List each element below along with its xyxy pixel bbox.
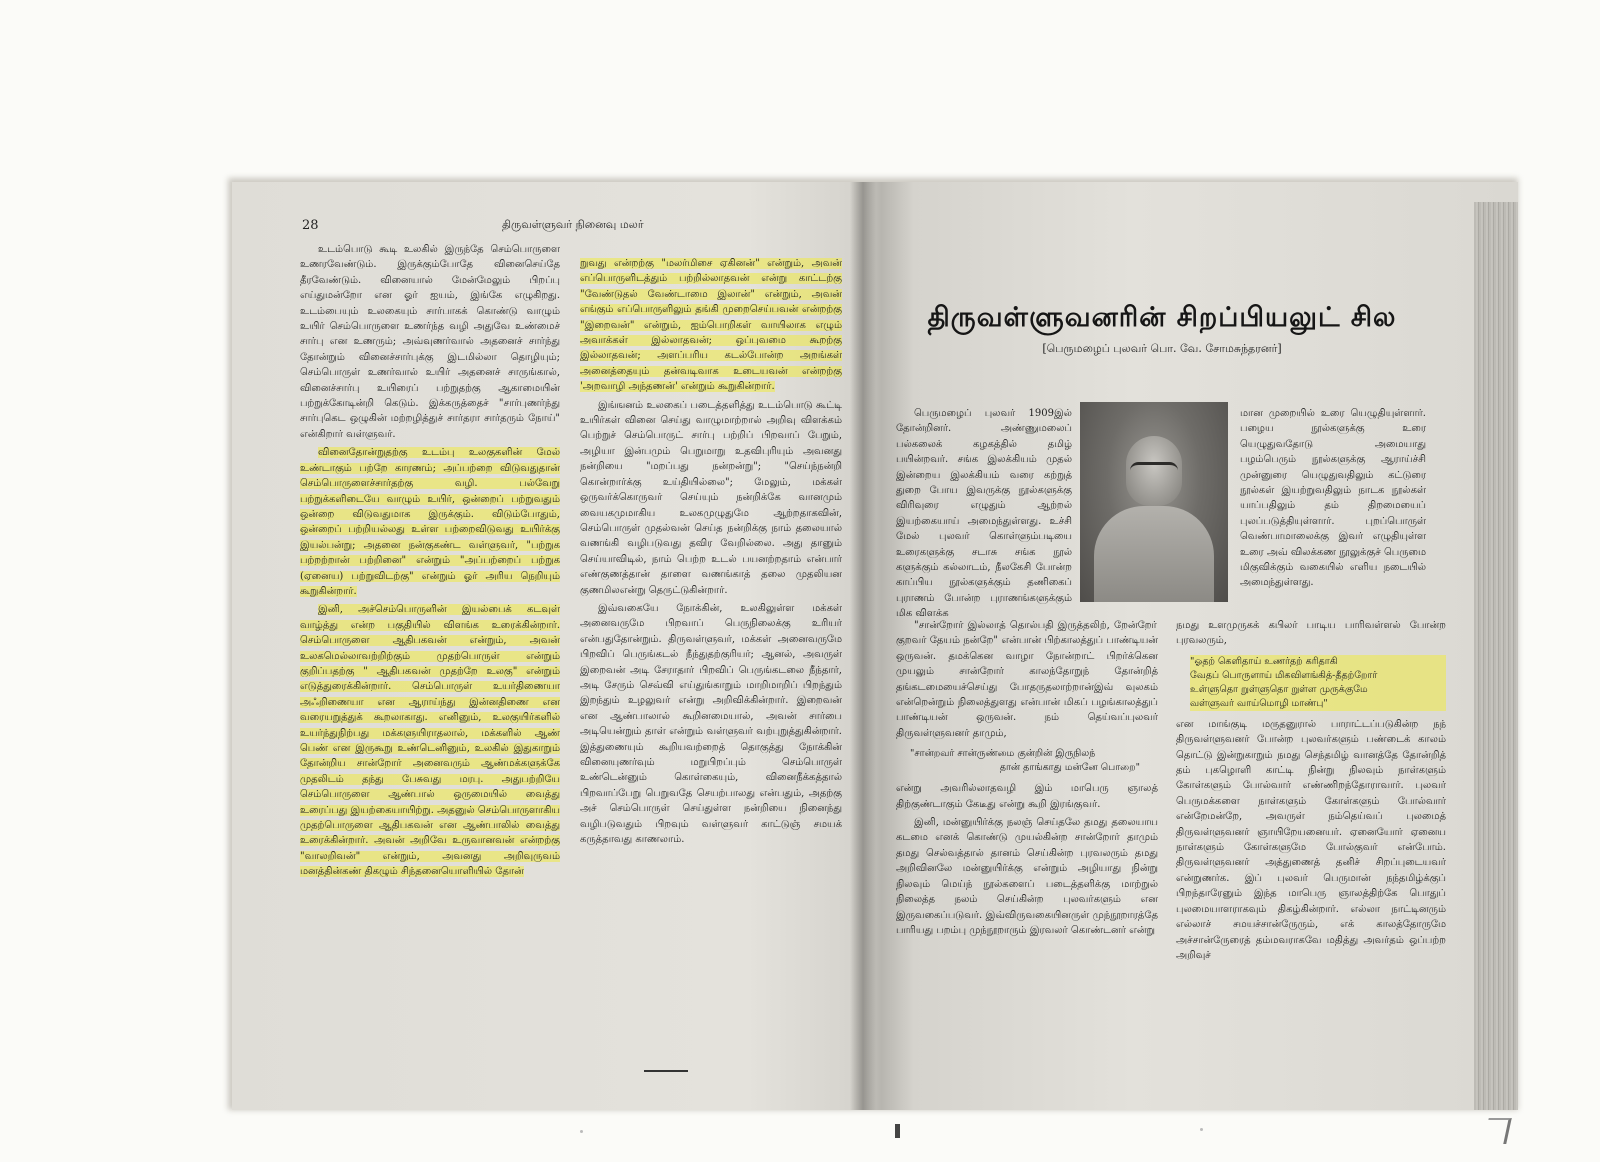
- end-rule: [644, 1070, 688, 1072]
- verse-line: தான் தாங்காது மன்னே பொறை": [999, 762, 1140, 774]
- paragraph: பெருமழைப் புலவர் 1909இல் தோன்றினர். அண்ணுமலைப் பல்கலைக் கழகத்தில் தமிழ் பயின்றவர். சங்க இலக்கியம் முதல் இன்றைய இலக்கியம் வரை கற்றுத் துறை போய இவருக்கு நூல்களுக்கு விரிவுரை எழுதும் ஆற்றல் இயற்கையாய் அமைந்துள்ளது. உச்சி மேல் புலவர் கொள்ளும்படியை உரைகளுக்கு சடாசு சங்க நூல் களுக்கும் கல்லாடம், நீலகேசி போன்ற காப்பிய நூல்களுக்கும் தணிகைப் புராணம் போன்ற புராணங்களுக்கும் மிக விளக்க: [896, 408, 1072, 620]
- paragraph: இனி, அச்செம்பொருளின் இயல்பைக் கடவுள் வாழ்த்து என்ற பகுதியில் விளங்க உரைக்கின்றார். செம்பொருளை ஆதிபகவன் என்றும், அவன் உலகமெல்லாவற்றிற்கும் முதற்பொருள் என்றும் குறிப்பதற்கு " ஆதிபகவன் முதற்றே உலகு" என்றும் எடுத்துரைக்கின்றார். செம்பொருள் உயர்திணையா அஃறிணையா என ஆராய்ந்து இன்னதிணை என வரையறுத்துக் கூறலாகாது. எனினும், உலகுயிர்களில் உயர்ந்துநிற்பது மக்களுயிராதலால், மக்களில் ஆண் பெண் என இருகூறு உண்டெனினும், உலகில் இதுகாறும் தோன்றிய சான்றோர் அனைவரும் ஆண்மக்களுக்கே முதலிடம் தந்து பேசுவது மரபு. அதுபற்றியே செம்பொருளை ஆண்பால் ஒருமையில் வைத்து உரைப்பது இயற்கையாயிற்று. அதனுல் செம்பொருளாகிய முதற்பொருளை ஆதிபகவன் என ஆண்பாலில் வைத்து உரைக்கின்றார். அவன் அறிவே உருவானவன் என்றற்கு "வாலறிவன்" என்றும், அவனது அறிவுருவம் மனத்தின்கண் திகழும் சிந்தனையொளியில் தோன்: [300, 604, 560, 878]
- right-column-1: [896, 618, 1158, 941]
- paragraph: உடம்பொடு கூடி உலகில் இருந்தே செம்பொருளை உணரவேண்டும். இருக்கும்போதே வினைசெய்தே தீரவேண்டும். வினையால் மேன்மேலும் பிறப்பு எய்துமன்றோ என ஓர் ஐயம், இங்கே எழுகிறது. உடம்பையும் உலகையும் சார்பாகக் கொண்டு வாழும் உயிர் செம்பொருளை உணர்ந்த வழி அதுவே உண்மைச் சார்பு என உணரும்; அவ்வுணர்வால் அதனைச் சார்ந்து தோன்றும் வினைச்சார்புக்கு இடமில்லா தொழியும்; செம்பொருள் உணர்வால் உயிர் அதனைச் சாருங்கால், வினைச்சார்பு உயிரைப் பற்றுதற்கு ஆகாமையின் பற்றுக்கோடின்றி கெடும். இக்கருத்தைச் "சார்புணர்ந்து சார்புகெட ஒழுகின் மற்றழித்துச் சார்தரா சார்தரும் நோய்" என்கிறார் வள்ளுவர்.: [300, 244, 560, 440]
- verse-line: வள்ளுவர் வாய்மொழி மாண்பு": [1190, 697, 1328, 709]
- paragraph: மான முறையில் உரை யெழுதியுள்ளார். பழைய நூல்களுக்கு உரை யெழுதுவதோடு அமையாது பழம்பெரும் நூல்களுக்கு ஆராய்ச்சி முன்னுரை யெழுதுவதிலும் கட்டுரை நூல்கள் இயற்றுவதிலும் நாடக நூல்கள் யாப்பதிலும் தம் திறமையைப் புலப்படுத்தியுள்ளார். புறப்பொருள் வெண்பாமாலைக்கு இவர் எழுதியுள்ள உரை அவ் விலக்கண நூலுக்குச் பெருமை மிகுவிக்கும் வகையில் எளிய நடையில் அமைந்துள்ளது.: [1240, 408, 1426, 589]
- scan-speck: [580, 1130, 583, 1133]
- article-title: திருவள்ளுவனரின் சிறப்பியலுட் சில: [927, 302, 1397, 333]
- scan-mark: [895, 1124, 900, 1138]
- right-page: [882, 210, 1466, 1090]
- verse-quote: [1190, 655, 1446, 711]
- book-spread: [232, 182, 1518, 1110]
- left-column-1: [300, 242, 560, 883]
- right-column-2: [1176, 618, 1446, 966]
- scan-mark: [1483, 1118, 1512, 1144]
- scan-speck: [1200, 1128, 1203, 1131]
- paragraph: இனி, மன்னுயிர்க்கு நலஞ் செய்தலே தமது தலையாய கடமை எனக் கொண்டு முயல்கின்ற சான்றோர் தாமும் தமது செல்வத்தால் தானம் செய்கின்ற புரவலரும் தமது அறிவினலே மன்னுயிர்க்கு என்றும் அழியாது நின்று நிலவும் மெய்ந் நூல்களைப் படைத்தளிக்கு மாற்றுல் நிலைத்த நலம் செய்கின்ற புலவர்களும் என இருவகைப்படுவர். இவ்விருவகையினருள் முந்நூறாரத்தே பாரியது பறம்பு முந்நூறாரும் இரவலர் கொண்டனர் என்று: [896, 817, 1158, 936]
- paragraph: நமது உளமுருகக் கபிலர் பாடிய பாரிவள்ளல் போன்ற புரவலரும்,: [1176, 620, 1446, 647]
- paragraph: வினைதோன்றுதற்கு உடம்பு உலகுகளின் மேல் உண்டாகும் பற்றே காரணம்; அப்பற்றை விடுவதுதான் செம்பொருளைச்சார்தற்கு வழி. பல்வேறு பற்றுக்களிடையே வாழும் உயிர், ஒன்றைப் பற்றுவதும் ஒன்றை விடுவதுமாக இருக்கும். விடும்போதும், ஒன்றைப் பற்றியல்லது உள்ள பற்றைவிடுவது உயிர்க்கு இயல்பன்று; அதனை நன்குகண்ட வள்ளுவர், "பற்றுக பற்றற்றான் பற்றினை" என்றும் "அப்பற்றைப் பற்றுக (ஏனைய) பற்றுவிடற்கு" என்றும் ஓர் அரிய நெறியும் கூறுகின்றார்.: [300, 447, 560, 597]
- verse-line: "ஓதற் கெளிதாய் உணர்தற் கரிதாகி: [1190, 655, 1338, 667]
- left-column-2: [580, 256, 842, 850]
- verse-line: உள்ளுதொ றுள்ளுதொ றுள்ள முருக்குமே: [1190, 683, 1368, 695]
- running-head: திருவள்ளுவர் நினைவு மலர்: [502, 218, 644, 231]
- bio-right: [1240, 406, 1426, 594]
- paragraph: இங்ஙனம் உலகைப் படைத்தளித்து உடம்பொடு கூட்டி உயிர்கள் வினை செய்து வாழுமாற்றால் அறிவு விளக்கம் பெற்றுச் செம்பொருட் சார்பு பற்றிப் பிறவாப் பேறும், அழியா இன்பமும் பெறுமாறு உதவிபுரியும் அவனது நன்றியை "மறப்பது நன்றன்று"; "செய்ந்நன்றி கொன்றார்க்கு உய்தியில்லை"; மேலும், மக்கள் ஒருவர்க்கொருவர் செய்யும் நன்றிக்கே வானமும் வையகமுமாகிய உலகமுழுதுமே ஆற்றதாகவின், செம்பொருள் முதல்வன் செய்த நன்றிக்கு நாம் தலையால் வணங்கி வழிபடுவது தவிர வேறில்லை. அது தானும் செய்யாவிடில், நாம் பெற்ற உடல் பயனற்றதாம் என்பார் எண்குணத்தான் தாளை வணங்காத் தலை முதலியன குணமிலஎன்று தெருட்டுகின்றார்.: [580, 399, 842, 596]
- page-number: 28: [302, 218, 319, 233]
- paragraph: என்று அவரில்லாதவழி இம் மாபெரு ஞாலத் திற்குண்டாகும் கேடீது என்று கூறி இரங்குவர்.: [896, 783, 1158, 810]
- left-page: [288, 210, 844, 1090]
- paragraph: றுவது என்றற்கு "மலர்மிசை ஏகினன்" என்றும், அவன் எப்பொருளிடத்தும் பற்றில்லாதவன் என்று காட்டற்கு "வேண்டுதல் வேண்டாமை இலான்" என்றும், அவன் எங்கும் எப்பொருளிலும் தங்கி முறைசெய்பவன் என்றற்கு "இறைவன்" என்றும், ஐம்பொறிகள் வாயிலாக எழும் அவாக்கள் இல்லாதவன்; ஒப்புவமை கூறற்கு இல்லாதவன்; அளப்பரிய கடல்போன்ற அறங்கள் அனைத்தையும் தன்வடிவாக உடையவன் என்றற்கு 'அறவாழி அந்தணன்' என்றும் கூறுகின்றார்.: [580, 258, 842, 393]
- bio-left: [896, 406, 1072, 625]
- verse-quote: [910, 747, 1158, 775]
- article-byline: [பெருமழைப் புலவர் பொ. வே. சோமசுந்தரனர்]: [1042, 342, 1282, 355]
- author-portrait: [1080, 402, 1228, 602]
- portrait-body: [1094, 506, 1214, 602]
- paragraph: என மாங்குடி மருதனுரால் பாராட்டப்படுகின்ற நந் திருவள்ளுவனர் போன்ற புலவர்களும் பண்டைக் காலம் தொட்டு இன்றுகாறும் நமது செந்தமிழ் வானத்தே தோன்றித் தம் புகழொளி காட்டி நின்று நிலவும் நாள்களும் கோள்களும் போல்வார் எண்ணிறந்தோராவார். புலவர் பெருமக்களை நாள்களும் கோள்களும் போல்வார் என்றேமன்றே, அவருள் நம்தெய்வப் புலமைத் திருவள்ளுவனர் ஞாயிறேயனையர். ஏனையோர் ஏனைய நாள்களும் கோள்களுமே போல்குவர் என்போம். திருவள்ளுவனர் அத்துணைத் தனிச் சிறப்புடையவர் என்றுணர்க. இப் புலவர் பெருமான் நந்தமிழ்க்குப் பிறந்தாரேனும் இந்த மாபெரு ஞாலத்திற்கே பொதுப் புலமையாளராகவும் திகழ்கின்றார். எல்லா நாட்டினரும் எல்லாச் சமயச்சான்ருேரும், எக் காலத்தோருமே அச்சான்ருேரைத் தம்மவராகவே மதித்து அவர்தம் ஒப்பற்ற அறிவுச்: [1176, 718, 1446, 961]
- verse-line: "சான்றவர் சான்ருண்மை குன்றின் இருநிலந்: [910, 748, 1096, 760]
- paragraph: இவ்வகையே நோக்கின், உலகிலுள்ள மக்கள் அனைவருமே பிறவாப் பெருநிலைக்கு உரியர் என்பதுதோன்றும். திருவள்ளுவர், மக்கள் அனைவருமே பிறவிப் பெருங்கடல் நீந்துதற்குரியர்; ஆனல், அவருள் இறைவன் அடி சேராதார் பிறவிப் பெருங்கடலை நீந்தார், அடி சேரும் செவ்வி எய்துங்காறும் மாறிமாறிப் பிறந்தும் இறந்தும் உழலுவர் என்று அறிவிக்கின்றார். இறைவன் என ஆண்பாலால் கூறினமையால், அவன் சார்பை அடியென்றும் தாள் என்றும் வள்ளுவர் வற்புறுத்துகின்றார். இத்துணையும் கூறியவற்றைத் தொகுத்து நோக்கின் வினையுணர்வும் மறுபிறப்பும் செம்பொருள் உண்டென்னும் கொள்கையும், வினைநீக்கத்தால் பிறவாப்பேறு பெறுவதே செயற்பாலது என்பதும், அதற்கு அச் செம்பொருள் செய்துள்ள நன்றியை நினைந்து வழிபடுவதும் பிறவும் வள்ளுவர் காட்டுஞ் சமயக் கருத்தாவது காணலாம்.: [580, 602, 842, 846]
- paragraph: "சான்றோர் இல்லாத் தொல்பதி இருத்தலிற், றேன்றோ் குறவர் தேயம் நன்றே" என்பான் பிற்காலத்துப் பாண்டியன் ஒருவன். தமக்கென வாழா நோன்றாட் பிறர்க்கென முயலும் சான்றோர் காலந்தோறுந் தோன்றித் தங்கடமையைச்செய்து போதருதலாற்றான்இவ் வுலகம் என்றென்றும் நிலைத்துளது என்பான் மிகப் பழங்காலத்துப் பாண்டியன் ஒருவன். நம் தெய்வப்புலவர் திருவள்ளுவனர் தாமும்,: [896, 620, 1158, 739]
- page-edges: [1474, 202, 1518, 1110]
- book-gutter: [850, 182, 876, 1110]
- portrait-glasses: [1130, 462, 1178, 479]
- verse-line: வேதப் பொருளாய் மிகவிளங்கித்-தீதற்றோர்: [1190, 669, 1378, 681]
